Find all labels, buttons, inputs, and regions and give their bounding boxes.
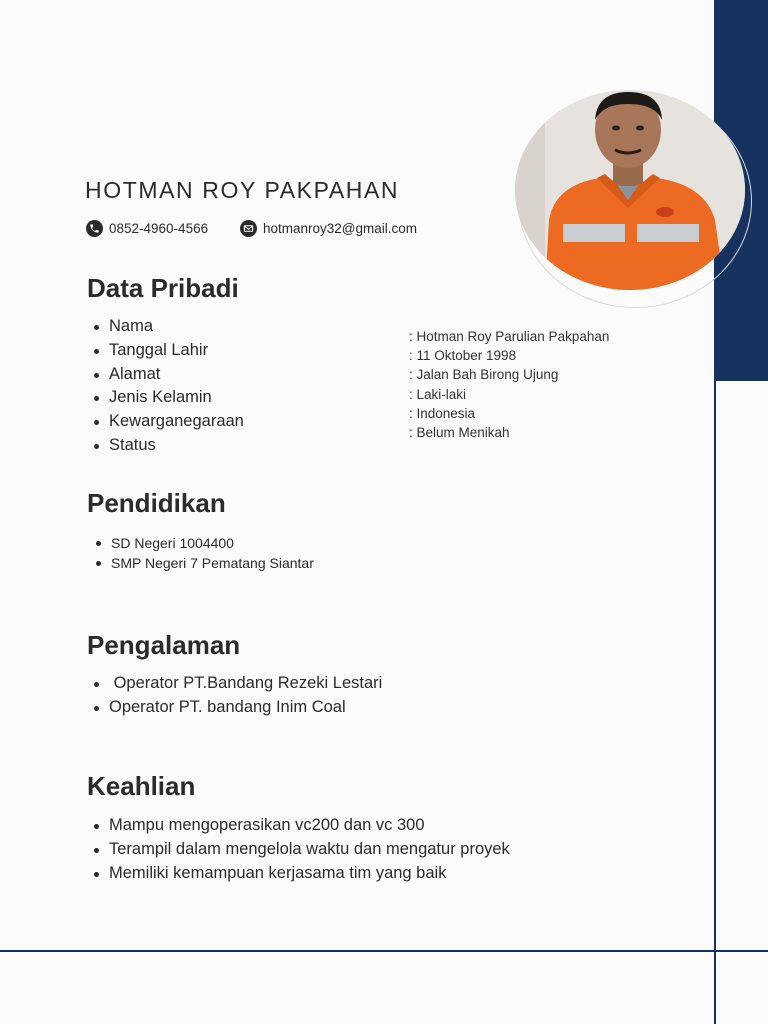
phone-icon: [86, 220, 103, 237]
skill-item: Memiliki kemampuan kerjasama tim yang baik: [87, 862, 510, 886]
label-alamat: Alamat: [87, 363, 244, 387]
section-title-keahlian: Keahlian: [87, 771, 196, 801]
section-title-pengalaman: Pengalaman: [87, 630, 241, 660]
education-item: SD Negeri 1004400: [89, 533, 314, 553]
experience-item: Operator PT. bandang Inim Coal: [87, 696, 382, 720]
personal-data-values: [409, 327, 609, 442]
experience-item: Operator PT.Bandang Rezeki Lestari: [87, 672, 382, 696]
profile-photo: [515, 90, 745, 290]
personal-data-labels: [87, 315, 244, 458]
value-kewarganegaraan: : Indonesia: [409, 405, 476, 421]
phone-contact: [86, 220, 208, 237]
email-icon: [240, 220, 257, 237]
section-title-data-pribadi: Data Pribadi: [87, 273, 239, 303]
value-alamat: : Jalan Bah Birong Ujung: [409, 367, 559, 383]
label-tanggal-lahir: Tanggal Lahir: [87, 339, 244, 363]
value-jenis-kelamin: : Laki-laki: [409, 386, 467, 402]
education-list: [89, 533, 314, 573]
value-nama: : Hotman Roy Parulian Pakpahan: [409, 329, 610, 344]
skill-item: Terampil dalam mengelola waktu dan mengatur proyek: [87, 838, 510, 862]
value-status: : Belum Menikah: [409, 425, 510, 441]
candidate-name: HOTMAN ROY PAKPAHAN: [85, 177, 400, 204]
section-title-pendidikan: Pendidikan: [87, 488, 226, 518]
email-contact: [240, 220, 417, 237]
label-status: Status: [87, 434, 244, 458]
email-address: hotmanroy32@gmail.com: [263, 221, 418, 236]
skill-item: Mampu mengoperasikan vc200 dan vc 300: [87, 814, 510, 838]
horizontal-divider: [0, 950, 768, 952]
phone-number: 0852-4960-4566: [109, 221, 209, 236]
experience-list: [87, 672, 382, 720]
label-jenis-kelamin: Jenis Kelamin: [87, 386, 244, 410]
skills-list: [87, 814, 510, 885]
education-item: SMP Negeri 7 Pematang Siantar: [89, 553, 314, 573]
label-kewarganegaraan: Kewarganegaraan: [87, 410, 244, 434]
label-nama: Nama: [87, 315, 244, 339]
value-tanggal-lahir: : 11 Oktober 1998: [409, 348, 517, 364]
